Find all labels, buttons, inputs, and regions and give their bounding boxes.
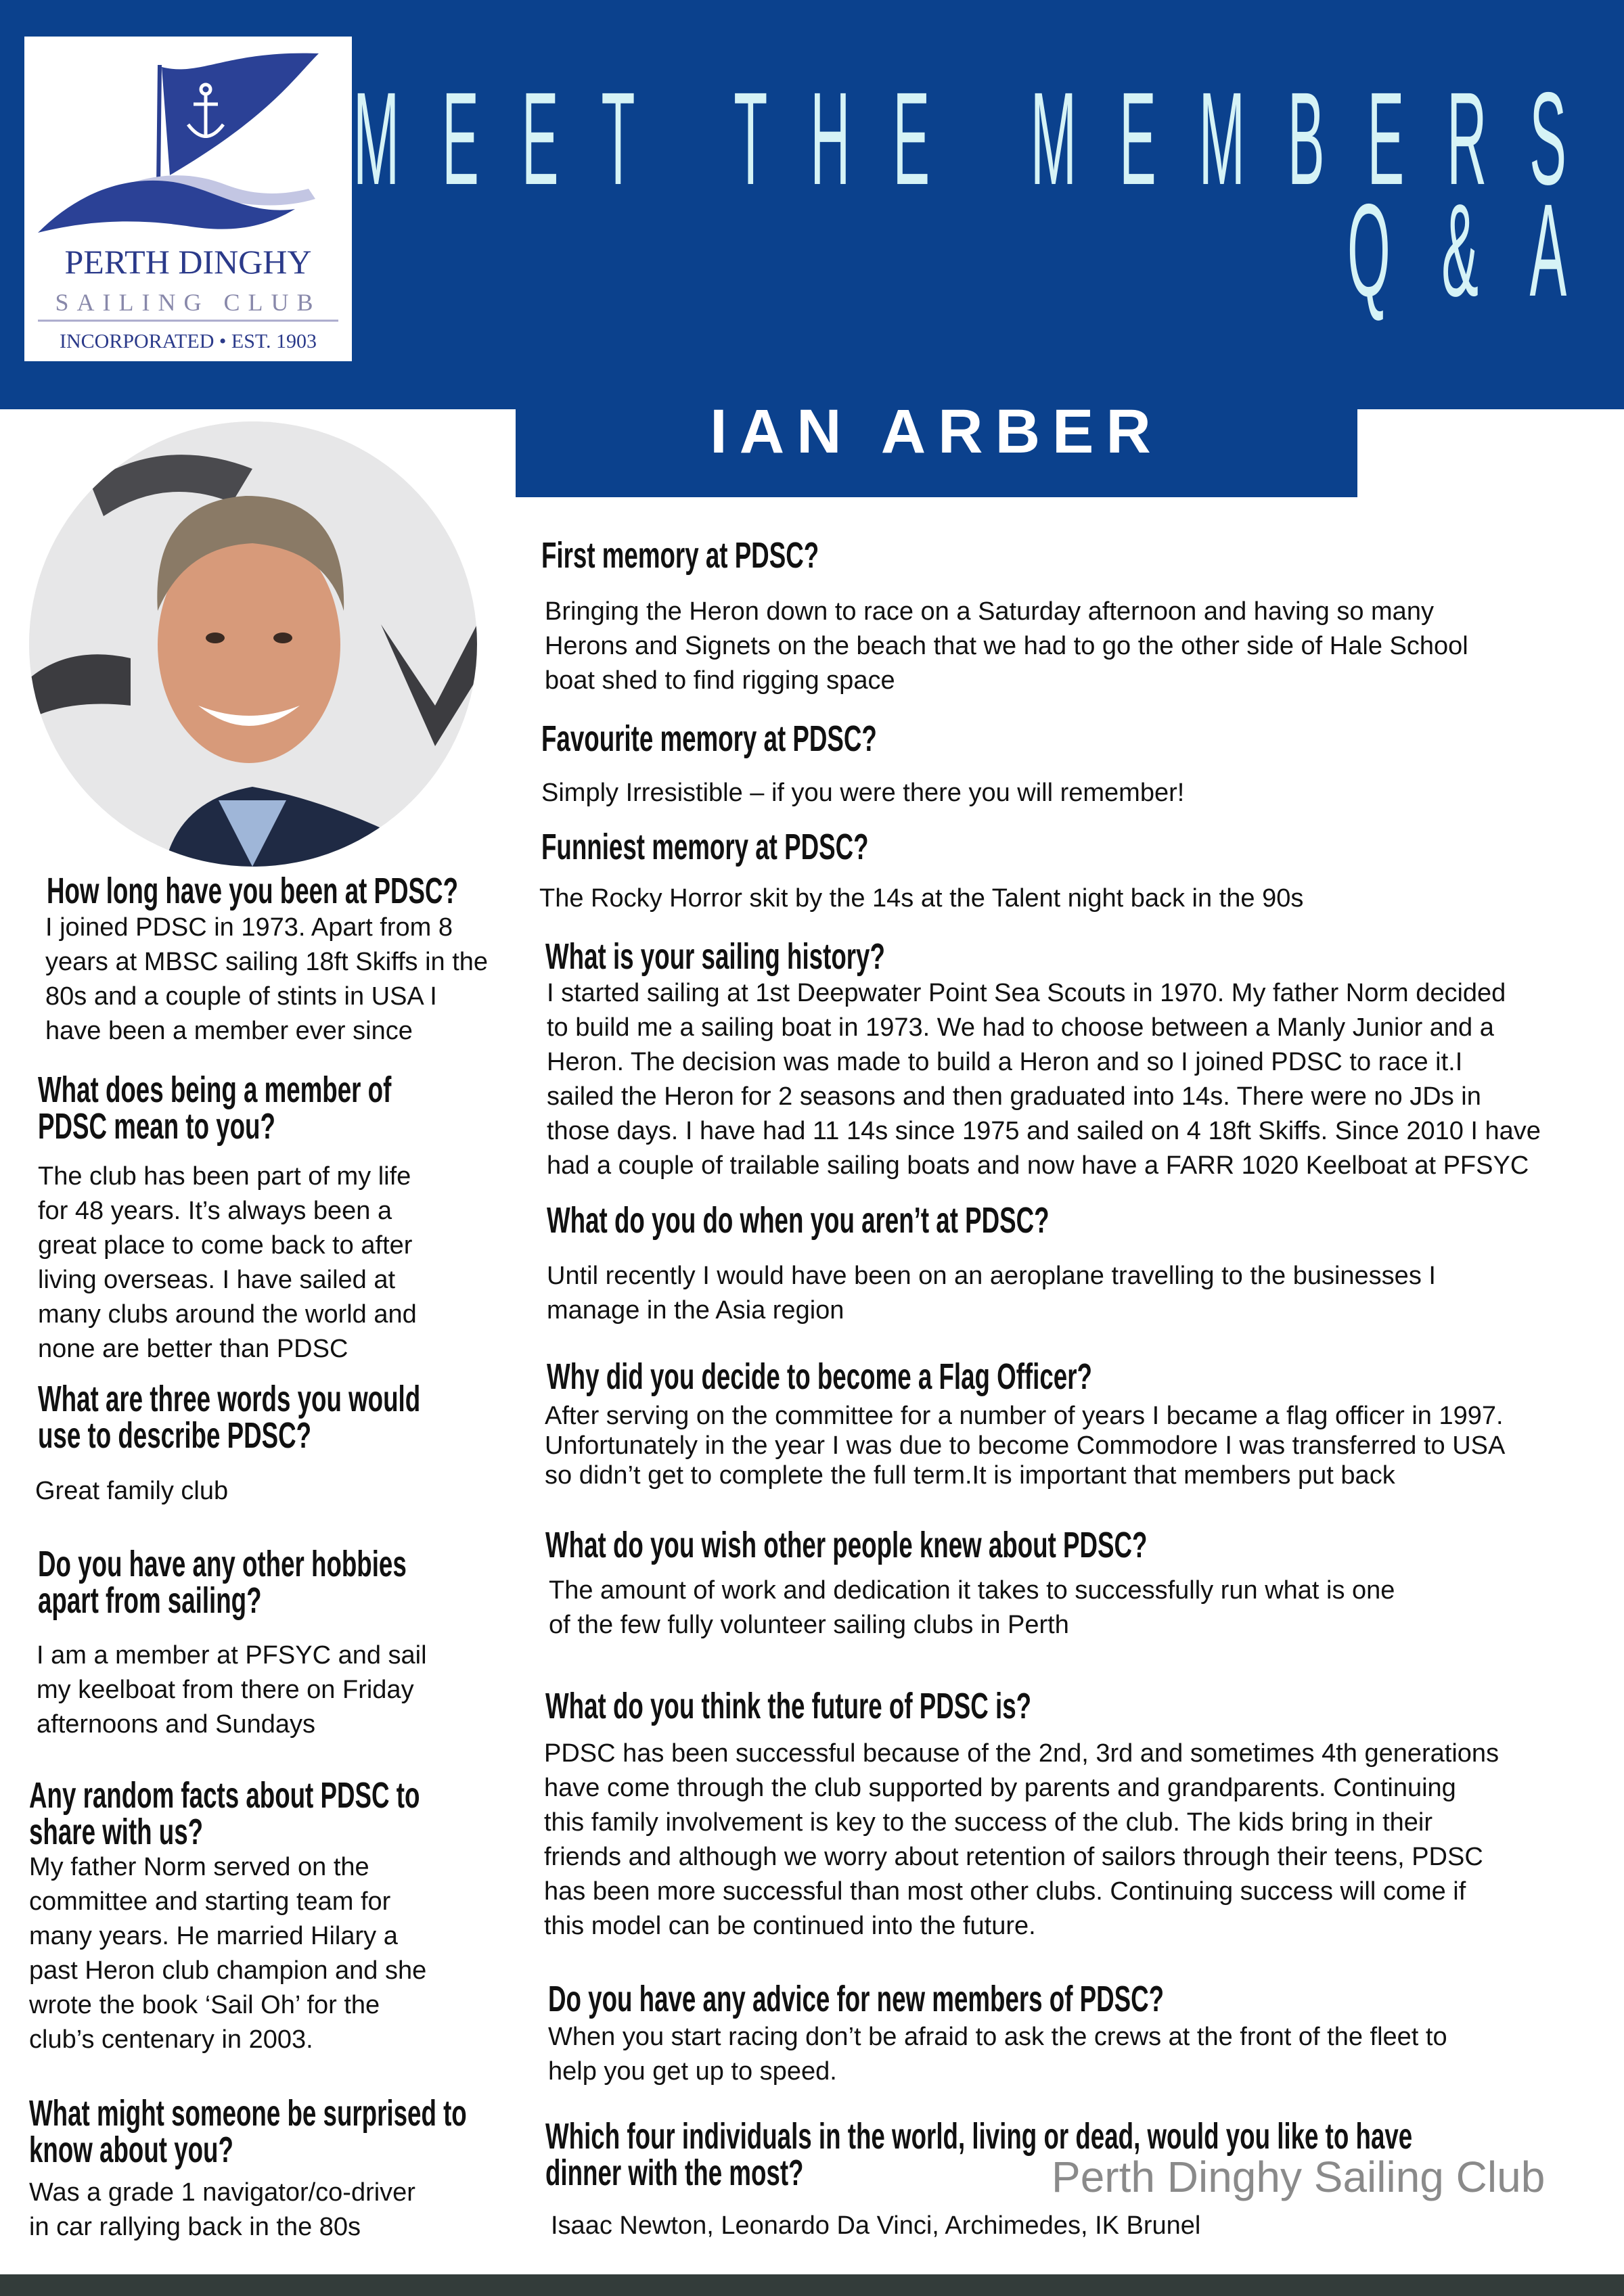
- footer-bar: [0, 2274, 1624, 2296]
- answer-line: The amount of work and dedication it takes to successfully run what is one: [549, 1576, 1395, 1605]
- flagpole-icon: [158, 65, 160, 187]
- answer-line: friends and although we worry about retention of sailors through their teens, PDSC: [544, 1843, 1483, 1871]
- question-line: What do you wish other people knew about PDSC?: [545, 1525, 1148, 1565]
- answer-text: [547, 976, 1541, 1183]
- answer-text: [29, 1850, 426, 2057]
- club-name-watermark: Perth Dinghy Sailing Club: [1052, 2153, 1546, 2201]
- member-name: IAN ARBER: [710, 397, 1163, 466]
- question-heading: [547, 1358, 1092, 1395]
- question-heading: [545, 1688, 1031, 1724]
- answer-line: to build me a sailing boat in 1973. We had to choose between a Manly Junior and a: [547, 1013, 1494, 1042]
- answer-text: [37, 1638, 427, 1742]
- answer-text: [38, 1160, 417, 1367]
- answer-text: [29, 2176, 415, 2245]
- answer-line: My father Norm served on the: [29, 1853, 369, 1881]
- question-heading: [541, 537, 819, 574]
- answer-text: [545, 1401, 1505, 1490]
- question-heading: [541, 720, 877, 757]
- answer-line: this model can be continued into the future.: [544, 1912, 1036, 1940]
- question-heading: [38, 1072, 391, 1145]
- answer-line: Was a grade 1 navigator/co-driver: [29, 2178, 415, 2207]
- question-line: use to describe PDSC?: [38, 1415, 312, 1456]
- question-heading: [545, 1527, 1147, 1563]
- answer-line: wrote the book ‘Sail Oh’ for the: [29, 1991, 380, 2019]
- answer-line: have been a member ever since: [45, 1017, 413, 1045]
- question-line: What does being a member of: [38, 1070, 392, 1110]
- answer-line: in car rallying back in the 80s: [29, 2213, 361, 2241]
- answer-text: [539, 881, 1303, 916]
- question-heading: [548, 1981, 1164, 2017]
- question-heading: [38, 1546, 407, 1619]
- answer-line: The Rocky Horror skit by the 14s at the Talent night back in the 90s: [539, 884, 1304, 913]
- answer-line: club’s centenary in 2003.: [29, 2025, 313, 2054]
- answer-line: Heron. The decision was made to build a Heron and so I joined PDSC to race it.I: [547, 1048, 1463, 1076]
- question-heading: [38, 1381, 420, 1454]
- question-line: share with us?: [29, 1812, 204, 1852]
- answer-line: those days. I have had 11 14s since 1975 and sailed on 4 18ft Skiffs. Since 2010 I have: [547, 1117, 1541, 1145]
- answer-line: Simply Irresistible – if you were there you will remember!: [541, 779, 1185, 807]
- answer-text: [549, 1574, 1395, 1643]
- question-line: Favourite memory at PDSC?: [541, 718, 877, 759]
- answer-line: manage in the Asia region: [547, 1296, 844, 1325]
- question-line: Do you have any other hobbies: [38, 1544, 407, 1584]
- answer-line: Herons and Signets on the beach that we had to go the other side of Hale School: [545, 632, 1468, 660]
- answer-line: living overseas. I have sailed at: [38, 1266, 396, 1294]
- answer-line: sailed the Heron for 2 seasons and then graduated into 14s. There were no JDs in: [547, 1082, 1481, 1111]
- answer-line: After serving on the committee for a number of years I became a flag officer in 1997.: [545, 1402, 1504, 1430]
- answer-line: The club has been part of my life: [38, 1162, 411, 1191]
- answer-line: I joined PDSC in 1973. Apart from 8: [45, 913, 453, 942]
- answer-text: [545, 595, 1468, 698]
- question-line: Funniest memory at PDSC?: [541, 827, 869, 867]
- answer-text: [548, 2020, 1447, 2089]
- answer-line: my keelboat from there on Friday: [37, 1676, 414, 1704]
- question-heading: [545, 938, 885, 975]
- question-line: apart from sailing?: [38, 1580, 262, 1621]
- answer-line: Until recently I would have been on an aeroplane travelling to the businesses I: [547, 1262, 1436, 1290]
- answer-line: of the few fully volunteer sailing clubs in Perth: [549, 1611, 1069, 1639]
- answer-line: Bringing the Heron down to race on a Saturday afternoon and having so many: [545, 597, 1434, 626]
- question-line: Do you have any advice for new members of PDSC?: [548, 1979, 1165, 2019]
- answer-line: When you start racing don’t be afraid to ask the crews at the front of the fleet to: [548, 2023, 1447, 2051]
- question-heading: [29, 1777, 420, 1850]
- question-line: How long have you been at PDSC?: [47, 871, 459, 911]
- answer-line: I started sailing at 1st Deepwater Point Sea Scouts in 1970. My father Norm decided: [547, 979, 1506, 1007]
- question-line: Why did you decide to become a Flag Officer?: [547, 1356, 1092, 1397]
- answer-line: this family involvement is key to the success of the club. The kids bring in their: [544, 1808, 1433, 1837]
- answer-line: for 48 years. It’s always been a: [38, 1197, 392, 1225]
- answer-text: [551, 2209, 1200, 2243]
- answer-line: Great family club: [35, 1477, 229, 1505]
- answer-line: I am a member at PFSYC and sail: [37, 1641, 427, 1670]
- answer-text: [547, 1259, 1436, 1328]
- question-heading: [29, 2095, 467, 2168]
- answer-line: great place to come back to after: [38, 1231, 413, 1260]
- answer-line: afternoons and Sundays: [37, 1710, 315, 1739]
- answer-text: [35, 1474, 228, 1509]
- answer-line: many clubs around the world and: [38, 1300, 417, 1329]
- logo-text-line1: PERTH DINGHY: [64, 243, 312, 281]
- question-line: First memory at PDSC?: [541, 535, 819, 576]
- question-heading: [541, 829, 869, 865]
- answer-line: help you get up to speed.: [548, 2057, 837, 2086]
- answer-line: so didn’t get to complete the full term.It is important that members put back: [545, 1461, 1395, 1490]
- question-heading: [547, 1202, 1050, 1239]
- answer-text: [45, 911, 488, 1049]
- question-line: PDSC mean to you?: [38, 1106, 275, 1147]
- question-line: know about you?: [29, 2130, 233, 2170]
- answer-line: many years. He married Hilary a: [29, 1922, 398, 1950]
- question-line: What do you think the future of PDSC is?: [545, 1686, 1032, 1726]
- answer-line: past Heron club champion and she: [29, 1956, 427, 1985]
- question-line: Which four individuals in the world, living or dead, would you like to have: [545, 2116, 1413, 2157]
- answer-line: Isaac Newton, Leonardo Da Vinci, Archimedes, IK Brunel: [551, 2211, 1201, 2240]
- answer-text: [544, 1737, 1499, 1944]
- header-banner: [0, 0, 1624, 409]
- question-line: What might someone be surprised to: [29, 2093, 467, 2134]
- logo-text-line3: INCORPORATED • EST. 1903: [60, 330, 317, 352]
- answer-line: committee and starting team for: [29, 1887, 391, 1916]
- answer-line: has been more successful than most other clubs. Continuing success will come if: [544, 1877, 1466, 1906]
- flag-icon: [162, 53, 319, 175]
- answer-text: [541, 776, 1184, 810]
- question-line: dinner with the most?: [545, 2153, 804, 2193]
- question-line: What is your sailing history?: [545, 936, 885, 977]
- question-line: What are three words you would: [38, 1379, 421, 1419]
- answer-line: boat shed to find rigging space: [545, 666, 895, 695]
- club-logo: [24, 37, 352, 361]
- question-line: Any random facts about PDSC to: [29, 1775, 420, 1816]
- answer-line: 80s and a couple of stints in USA I: [45, 982, 437, 1011]
- page-title-line2: Q&A: [1347, 177, 1618, 324]
- answer-line: years at MBSC sailing 18ft Skiffs in the: [45, 948, 489, 976]
- question-heading: [47, 873, 458, 909]
- answer-line: had a couple of trailable sailing boats and now have a FARR 1020 Keelboat at PFSYC: [547, 1151, 1529, 1180]
- answer-line: none are better than PDSC: [38, 1335, 348, 1363]
- page-title-line1: MEET THE MEMBERS: [353, 65, 1609, 212]
- wave-dark-icon: [38, 181, 295, 233]
- member-photo: [29, 421, 477, 867]
- answer-line: PDSC has been successful because of the 2nd, 3rd and sometimes 4th generations: [544, 1739, 1499, 1768]
- answer-line: Unfortunately in the year I was due to become Commodore I was transferred to USA: [545, 1431, 1506, 1460]
- member-name-banner: [516, 379, 1357, 497]
- logo-text-line2: SAILING CLUB: [55, 289, 321, 316]
- question-line: What do you do when you aren’t at PDSC?: [547, 1200, 1050, 1241]
- answer-line: have come through the club supported by parents and grandparents. Continuing: [544, 1774, 1456, 1802]
